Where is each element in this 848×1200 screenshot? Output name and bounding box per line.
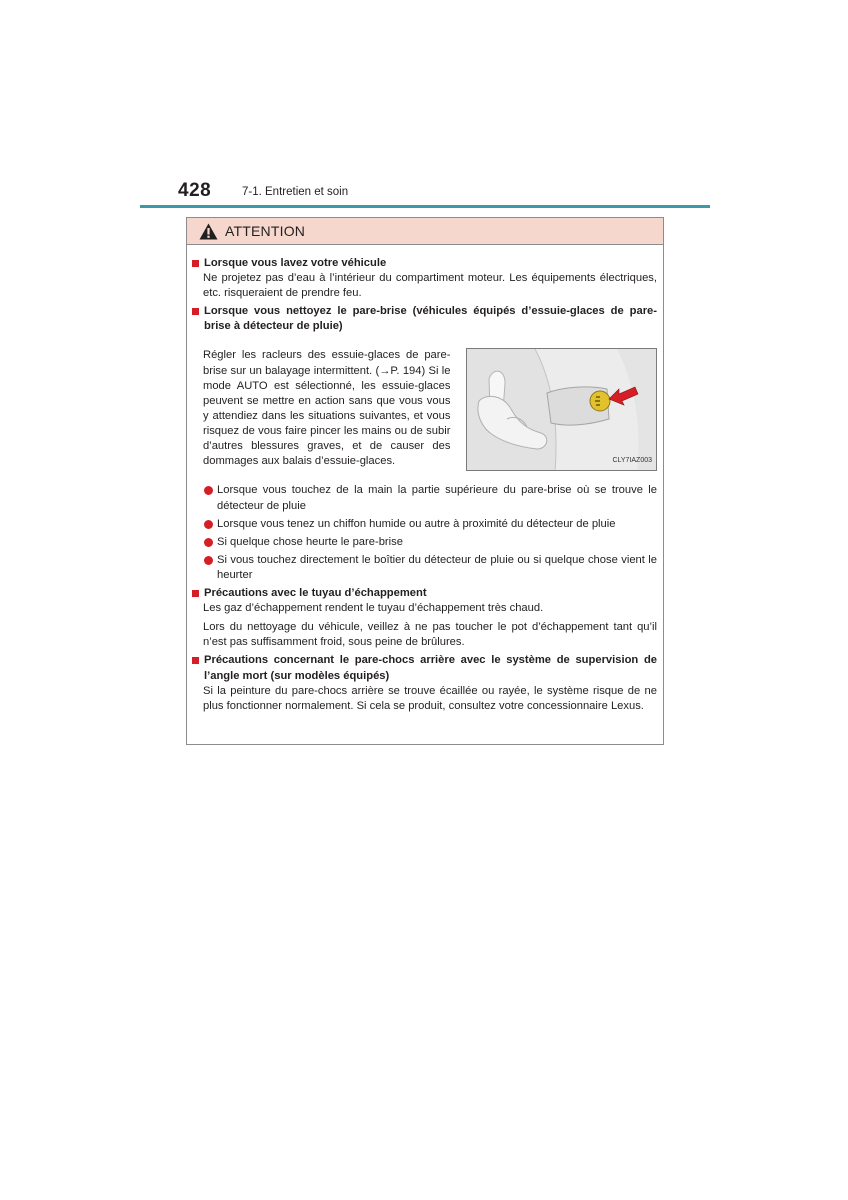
bullet-list [191, 483, 657, 583]
paragraph: Les gaz d’échappement rendent le tuyau d’échappement très chaud. [203, 602, 544, 615]
rain-sensor-illustration [466, 348, 657, 471]
red-square-icon [192, 308, 199, 315]
paragraph: Lors du nettoyage du véhicule, veillez à ne pas toucher le pot d’échappement tant qu’il n’est pas suffisamment froid, sous peine de brûlures. [203, 621, 657, 649]
heading-text: Lorsque vous nettoyez le pare-brise (véhicules équipés d’essuie-glaces de pare-brise à détecteur de pluie) [204, 305, 657, 333]
section-heading [191, 304, 657, 334]
section-heading [191, 586, 657, 601]
red-square-icon [192, 657, 199, 664]
list-item [204, 553, 657, 583]
warning-triangle-icon [199, 223, 218, 240]
heading-text: Précautions concernant le pare-chocs arrière avec le système de supervision de l’angle mort (sur modèles équipés) [204, 654, 657, 682]
section-heading [191, 653, 657, 683]
header-rule [140, 205, 710, 208]
heading-text: Précautions avec le tuyau d’échappement [204, 587, 427, 600]
heading-text: Lorsque vous lavez votre véhicule [204, 257, 387, 269]
red-dot-icon [204, 486, 213, 495]
list-item [204, 517, 657, 532]
red-dot-icon [204, 520, 213, 529]
list-item-text: Lorsque vous tenez un chiffon humide ou autre à proximité du détecteur de pluie [217, 517, 616, 530]
list-item [204, 483, 657, 513]
list-item-text: Lorsque vous touchez de la main la partie supérieure du pare-brise où se trouve le détecteur de pluie [217, 484, 657, 512]
red-square-icon [192, 590, 199, 597]
list-item [204, 535, 657, 550]
figure-text: Régler les racleurs des essuie-glaces de pare-brise sur un balayage intermittent. (→P. 194) Si le mode AUTO est sélectionné, les essuie-glaces peuvent se mettre en action sans que vous vous y attendiez dans les situations suivantes, et vous risquez de vous faire pincer les mains ou de subir d’autres blessures graves, et de causer des dommages aux balais d’essuie-glaces. [203, 349, 451, 468]
section-title: 7-1. Entretien et soin [242, 186, 349, 198]
attention-header [187, 218, 663, 245]
list-item-text: Si quelque chose heurte le pare-brise [217, 535, 403, 548]
paragraph: Ne projetez pas d’eau à l’intérieur du compartiment moteur. Les équipements électriques, etc. risqueraient de prendre feu. [203, 272, 657, 300]
attention-content [187, 245, 663, 714]
list-item-text: Si vous touchez directement le boîtier du détecteur de pluie ou si quelque chose vient le heurter [217, 553, 657, 581]
section-heading [191, 256, 657, 271]
attention-box [186, 217, 664, 745]
figure-row [203, 348, 657, 471]
red-dot-icon [204, 556, 213, 565]
figure-code: CLY7IAZ003 [612, 457, 652, 465]
page-number: 428 [178, 180, 212, 201]
red-dot-icon [204, 538, 213, 547]
paragraph: Si la peinture du pare-chocs arrière se trouve écaillée ou rayée, le système risque de ne plus fonctionner normalement. Si cela se produit, consultez votre concessionnaire Lexus. [203, 684, 657, 712]
attention-title: ATTENTION [225, 223, 306, 239]
red-square-icon [192, 260, 199, 267]
